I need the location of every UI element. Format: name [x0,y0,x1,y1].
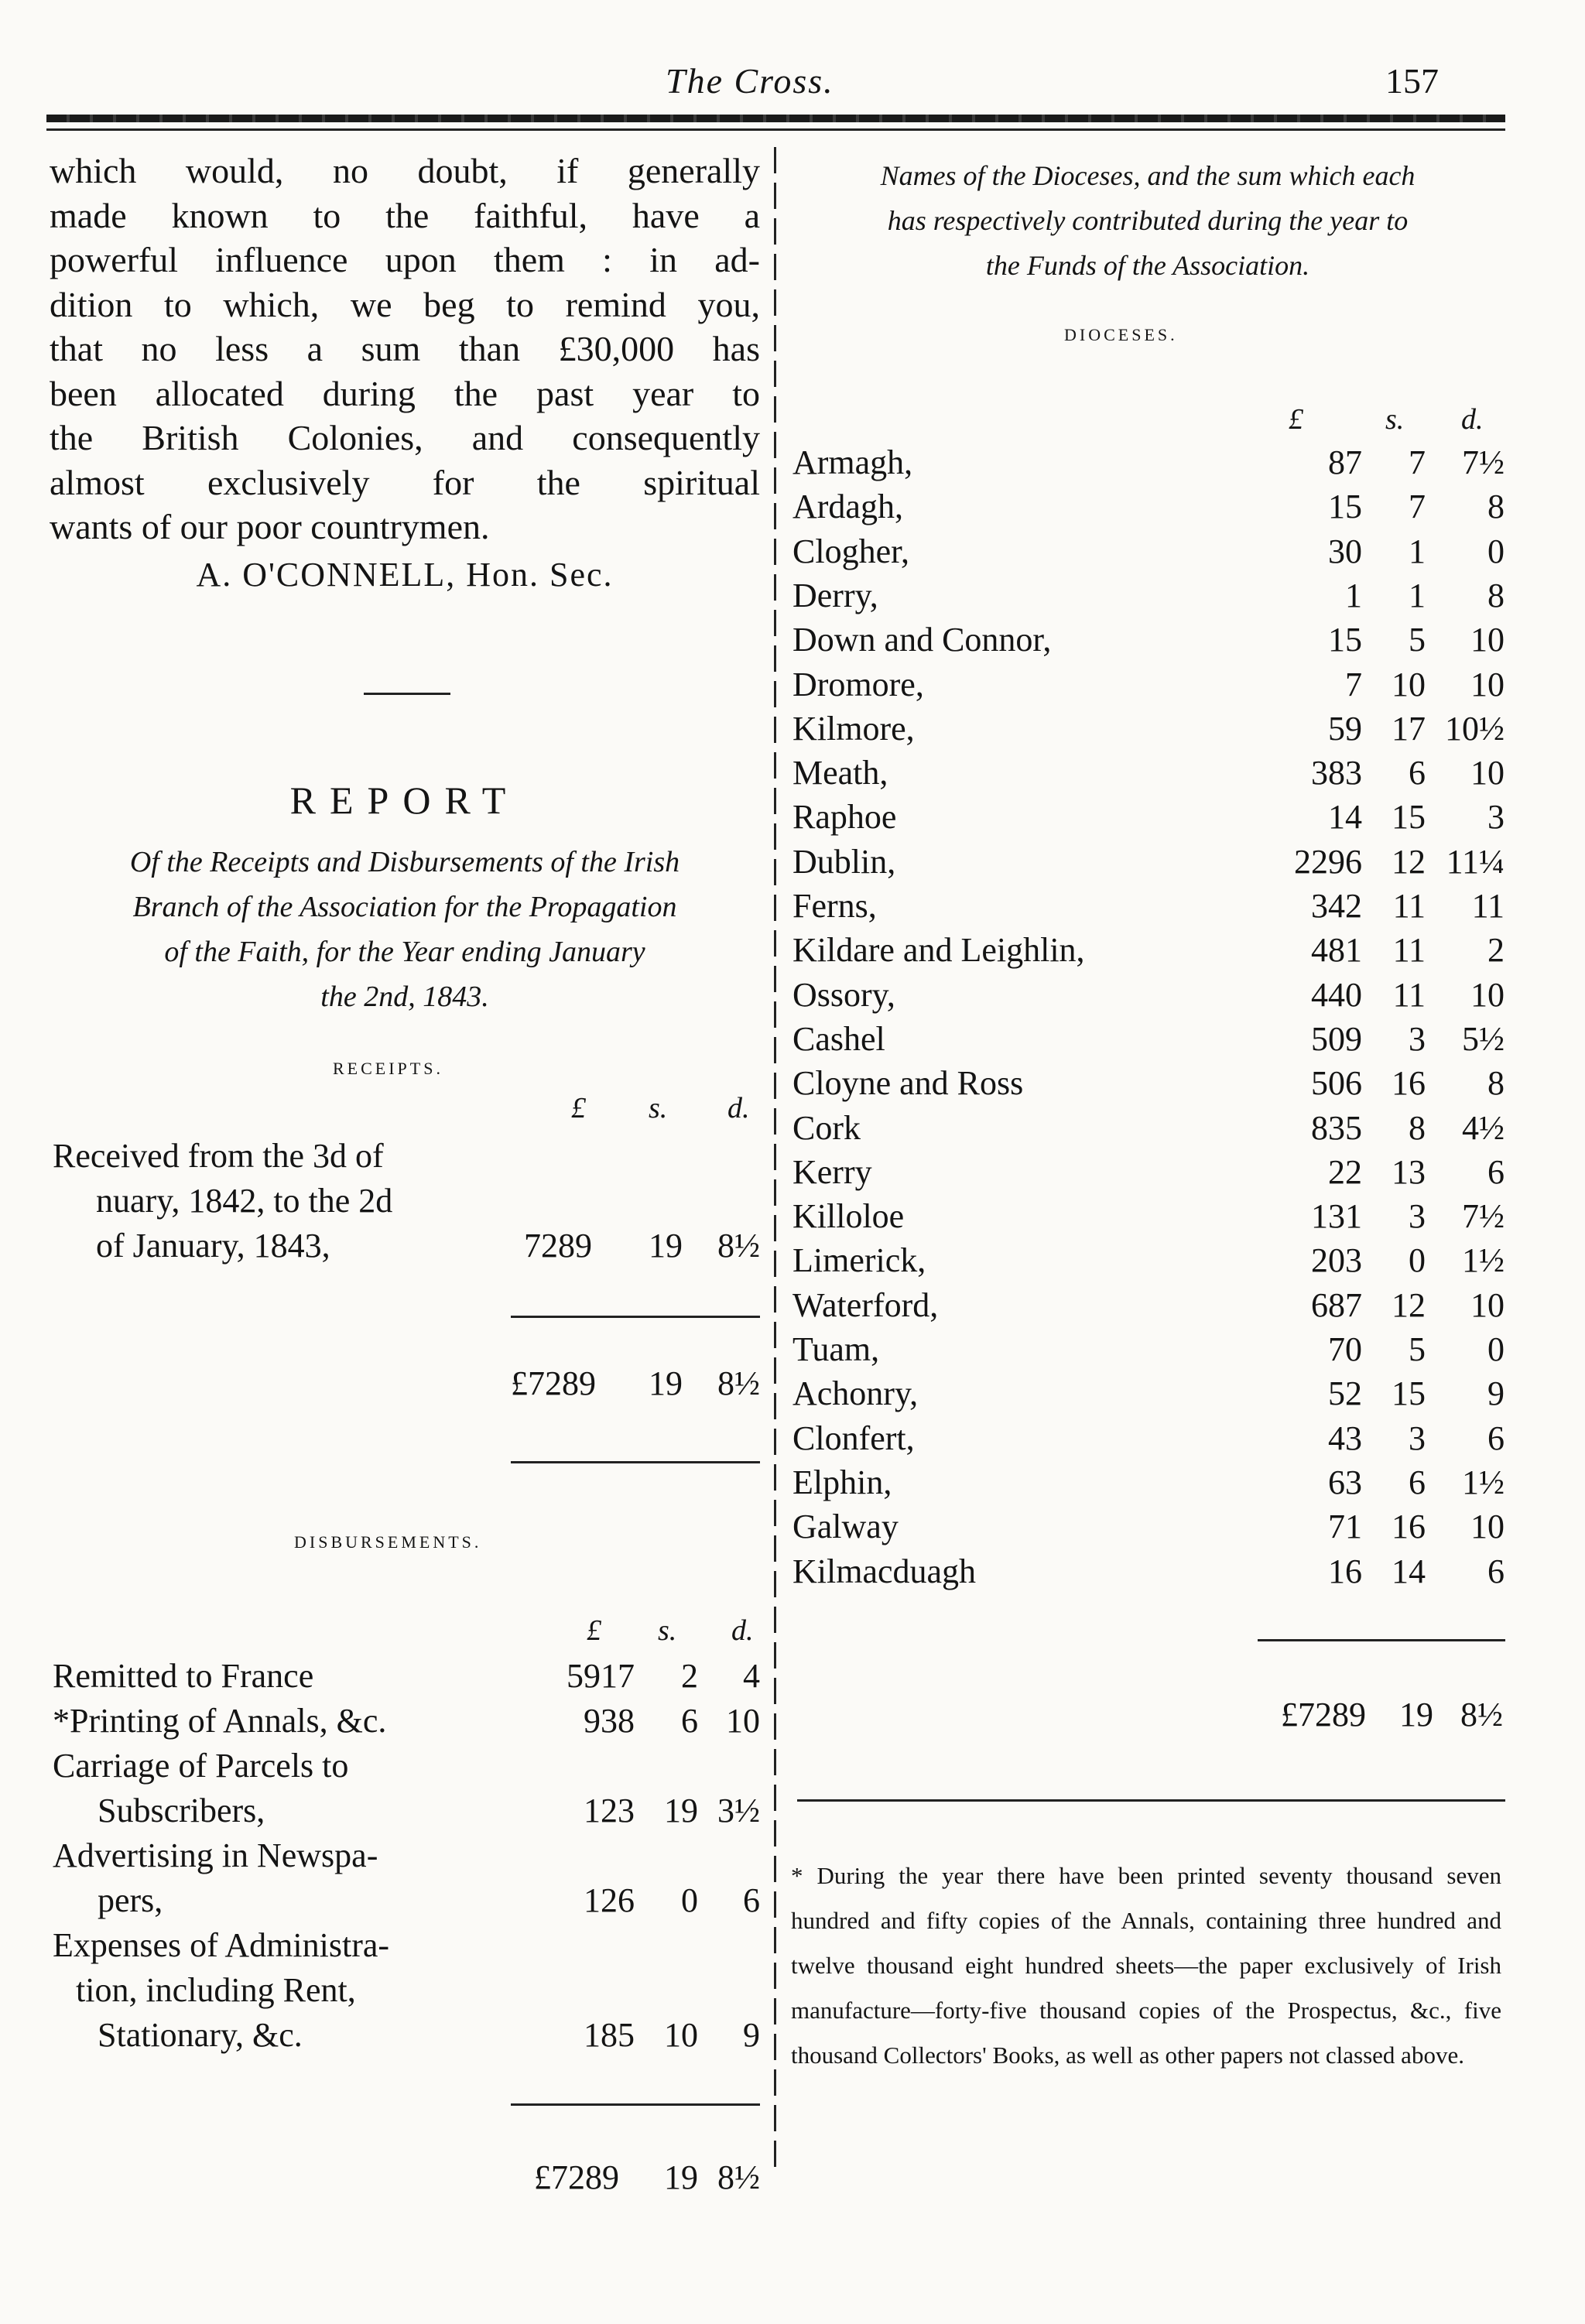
diocese-pence: 11¼ [1446,842,1505,881]
diocese-pence: 2 [1487,931,1505,970]
diocese-name: Cashel [792,1019,885,1058]
diocese-shillings: 11 [1392,887,1426,925]
report-subtitle-line: Of the Receipts and Disbursements of the Irish [129,846,680,878]
page-number: 157 [1385,61,1439,101]
disbursement-pence: 3½ [717,1792,760,1829]
diocese-name: Down and Connor, [792,621,1052,659]
diocese-pence: 7½ [1462,443,1505,481]
diocese-name: Waterford, [792,1285,939,1324]
diocese-pence: 10 [1470,1285,1505,1324]
diocese-pence: 5½ [1462,1019,1505,1058]
column-divider [774,147,776,2167]
diocese-shillings: 11 [1392,931,1426,970]
diocese-pence: 3 [1487,798,1505,837]
pounds-head: £ [587,1614,601,1647]
diocese-pounds: 52 [1328,1374,1362,1413]
receipt-pence: 8½ [717,1227,760,1265]
diocese-shillings: 8 [1409,1108,1426,1147]
diocese-shillings: 17 [1392,709,1426,748]
receipts-total-pence: 8½ [717,1364,760,1402]
diocese-pounds: 1 [1345,576,1362,614]
dioceses-intro-line: the Funds of the Association. [985,250,1310,281]
shillings-head: s. [658,1614,677,1647]
diocese-name: Tuam, [792,1330,880,1368]
receipt-pounds: 7289 [524,1227,592,1265]
sum-rule [511,1316,760,1318]
pence-head: d. [731,1614,754,1647]
disbursement-pounds: 123 [584,1792,635,1829]
diocese-name: Kilmore, [792,709,915,748]
diocese-pounds: 59 [1328,709,1362,748]
disbursement-pounds: 126 [584,1881,635,1919]
shillings-head: s. [1385,403,1405,436]
diocese-pounds: 835 [1311,1108,1362,1147]
diocese-pounds: 30 [1328,532,1362,570]
diocese-shillings: 12 [1392,1285,1426,1324]
disbursement-label: Carriage of Parcels to [53,1747,349,1785]
letter-line: wants of our poor countrymen. [50,507,490,546]
disbursement-label: Stationary, &c. [98,2016,303,2054]
report-subtitle-line: Branch of the Association for the Propagation [132,891,677,923]
section-divider [364,693,450,695]
diocese-shillings: 16 [1392,1064,1426,1103]
header-rule [46,115,1505,122]
disbursement-shillings: 19 [664,1792,698,1829]
disbursements-total-pence: 8½ [717,2158,760,2196]
diocese-name: Galway [792,1508,899,1546]
diocese-shillings: 6 [1409,754,1426,792]
diocese-pence: 7½ [1462,1197,1505,1236]
diocese-pence: 6 [1487,1552,1505,1590]
diocese-shillings: 5 [1409,621,1426,659]
dioceses-intro-line: Names of the Dioceses, and the sum which each [880,160,1416,191]
diocese-pounds: 71 [1328,1508,1362,1546]
disbursement-pounds: 5917 [567,1657,635,1695]
disbursement-shillings: 6 [681,1702,698,1740]
diocese-pounds: 43 [1328,1419,1362,1457]
sum-rule [511,1461,760,1463]
disbursement-label: Remitted to France [53,1657,314,1695]
diocese-shillings: 3 [1409,1019,1426,1058]
disbursement-label: Advertising in Newspa- [53,1836,378,1874]
diocese-name: Limerick, [792,1241,926,1280]
disbursement-shillings: 2 [681,1657,698,1695]
diocese-pence: 6 [1487,1152,1505,1191]
letter-signature: A. O'CONNELL, Hon. Sec. [196,555,614,594]
disbursement-pence: 10 [726,1702,760,1740]
disbursement-pence: 4 [743,1657,760,1695]
receipt-shillings: 19 [649,1227,683,1265]
diocese-pounds: 87 [1328,443,1362,481]
diocese-pounds: 14 [1328,798,1362,837]
diocese-name: Cloyne and Ross [792,1064,1024,1103]
disbursements-heading: DISBURSEMENTS. [294,1532,482,1552]
diocese-pounds: 131 [1311,1197,1362,1236]
dioceses-heading: DIOCESES. [1064,325,1178,344]
diocese-shillings: 13 [1392,1152,1426,1191]
diocese-name: Dromore, [792,665,924,703]
disbursement-shillings: 0 [681,1881,698,1919]
receipt-line: nuary, 1842, to the 2d [96,1182,393,1220]
header-rule-thin [46,128,1505,131]
footnote: * During the year there have been printed seventy thousand seven hundred and fifty copies of the Annals, containing three hundred and twelve thousand eight hundred sheets—the paper exclusively of Irish manufacture—forty-five thousand copies of the Prospectus, &c., five thousand Collectors' Books, as well as other papers not classed above. [791,1862,1501,2069]
diocese-pence: 8 [1487,576,1505,614]
letter-line: made known to the faithful, have a [50,195,760,235]
diocese-pounds: 7 [1345,665,1362,703]
diocese-shillings: 0 [1409,1241,1426,1280]
diocese-name: Kerry [792,1152,872,1191]
diocese-pounds: 509 [1311,1019,1362,1058]
diocese-pounds: 440 [1311,975,1362,1014]
diocese-pounds: 506 [1311,1064,1362,1103]
letter-line: almost exclusively for the spiritual [50,462,760,502]
diocese-pence: 1½ [1462,1241,1505,1280]
pence-head: d. [727,1092,750,1124]
diocese-shillings: 6 [1409,1463,1426,1501]
diocese-shillings: 15 [1392,1374,1426,1413]
diocese-pence: 8 [1487,488,1505,526]
diocese-name: Ferns, [792,887,877,925]
report-subtitle-line: the 2nd, 1843. [320,981,489,1013]
diocese-shillings: 3 [1409,1197,1426,1236]
diocese-pounds: 342 [1311,887,1362,925]
diocese-pounds: 63 [1328,1463,1362,1501]
pounds-head: £ [571,1092,586,1124]
diocese-pounds: 22 [1328,1152,1362,1191]
disbursement-label: pers, [98,1881,163,1919]
shillings-head: s. [649,1092,668,1124]
diocese-pence: 1½ [1462,1463,1505,1501]
pence-head: d. [1461,403,1484,436]
dioceses-total-pence: 8½ [1460,1696,1503,1734]
diocese-pence: 8 [1487,1064,1505,1103]
diocese-name: Kildare and Leighlin, [792,931,1085,970]
disbursement-shillings: 10 [664,2016,698,2054]
diocese-shillings: 3 [1409,1419,1426,1457]
diocese-name: Clogher, [792,532,909,570]
dioceses-intro-line: has respectively contributed during the year to [887,205,1409,236]
diocese-pounds: 687 [1311,1285,1362,1324]
diocese-shillings: 1 [1409,576,1426,614]
diocese-pounds: 16 [1328,1552,1362,1590]
diocese-name: Meath, [792,754,888,792]
disbursements-total-shillings: 19 [664,2158,698,2196]
diocese-pounds: 15 [1328,621,1362,659]
diocese-pounds: 70 [1328,1330,1362,1368]
sum-rule [1258,1639,1505,1641]
letter-line: powerful influence upon them : in ad- [50,240,760,279]
disbursement-label: *Printing of Annals, &c. [53,1702,387,1740]
diocese-shillings: 14 [1392,1552,1426,1590]
disbursement-pence: 9 [743,2016,760,2054]
diocese-pounds: 203 [1311,1241,1362,1280]
receipts-heading: RECEIPTS. [333,1059,443,1078]
diocese-shillings: 12 [1392,842,1426,881]
disbursement-pounds: 185 [584,2016,635,2054]
diocese-pence: 10½ [1445,709,1505,748]
diocese-shillings: 7 [1409,443,1426,481]
diocese-shillings: 5 [1409,1330,1426,1368]
receipts-total-shillings: 19 [649,1364,683,1402]
diocese-pence: 10 [1470,665,1505,703]
diocese-name: Ossory, [792,975,895,1014]
diocese-name: Armagh, [792,443,913,481]
diocese-shillings: 7 [1409,488,1426,526]
diocese-pence: 9 [1487,1374,1505,1413]
diocese-pence: 0 [1487,1330,1505,1368]
diocese-shillings: 1 [1409,532,1426,570]
diocese-name: Ardagh, [792,488,903,526]
diocese-shillings: 15 [1392,798,1426,837]
report-heading: REPORT [289,779,520,822]
letter-line: been allocated during the past year to [50,373,760,413]
diocese-pence: 10 [1470,621,1505,659]
diocese-name: Kilmacduagh [792,1552,977,1590]
diocese-pence: 0 [1487,532,1505,570]
diocese-pounds: 15 [1328,488,1362,526]
disbursements-total-pounds: £7289 [534,2158,619,2196]
receipts-total-pounds: £7289 [511,1364,596,1402]
letter-line: dition to which, we beg to remind you, [50,284,760,324]
footnote-rule [797,1799,1505,1802]
letter-line: the British Colonies, and consequently [50,418,760,457]
letter-line: that no less a sum than £30,000 has [50,329,760,368]
pounds-head: £ [1289,403,1303,436]
dioceses-intro [788,153,1508,288]
dioceses-total-pounds: £7289 [1281,1696,1366,1734]
diocese-name: Achonry, [792,1374,919,1413]
running-title: The Cross. [666,61,834,101]
receipt-line: Received from the 3d of [53,1137,384,1175]
diocese-pence: 4½ [1462,1108,1505,1147]
report-subtitle [50,840,760,1019]
diocese-pounds: 481 [1311,931,1362,970]
sum-rule [511,2103,760,2106]
diocese-pounds: 383 [1311,754,1362,792]
diocese-name: Elphin, [792,1463,892,1501]
disbursement-pence: 6 [743,1881,760,1919]
letter-text [50,149,760,597]
diocese-name: Cork [792,1108,861,1147]
diocese-name: Killoloe [792,1197,905,1236]
diocese-name: Clonfert, [792,1419,915,1457]
receipt-line: of January, 1843, [96,1227,330,1265]
diocese-pounds: 2296 [1294,842,1362,881]
disbursement-label: tion, including Rent, [76,1971,356,2009]
report-subtitle-line: of the Faith, for the Year ending January [164,936,645,968]
diocese-pence: 11 [1471,887,1505,925]
dioceses-total-shillings: 19 [1399,1696,1433,1734]
diocese-name: Derry, [792,576,878,614]
diocese-shillings: 10 [1392,665,1426,703]
letter-line: which would, no doubt, if generally [50,151,760,190]
disbursement-pounds: 938 [584,1702,635,1740]
diocese-pence: 6 [1487,1419,1505,1457]
diocese-pence: 10 [1470,1508,1505,1546]
diocese-pence: 10 [1470,754,1505,792]
diocese-name: Dublin, [792,842,896,881]
diocese-shillings: 16 [1392,1508,1426,1546]
diocese-shillings: 11 [1392,975,1426,1014]
diocese-name: Raphoe [792,798,897,837]
disbursement-label: Expenses of Administra- [53,1926,390,1964]
disbursement-label: Subscribers, [98,1792,265,1829]
diocese-pence: 10 [1470,975,1505,1014]
